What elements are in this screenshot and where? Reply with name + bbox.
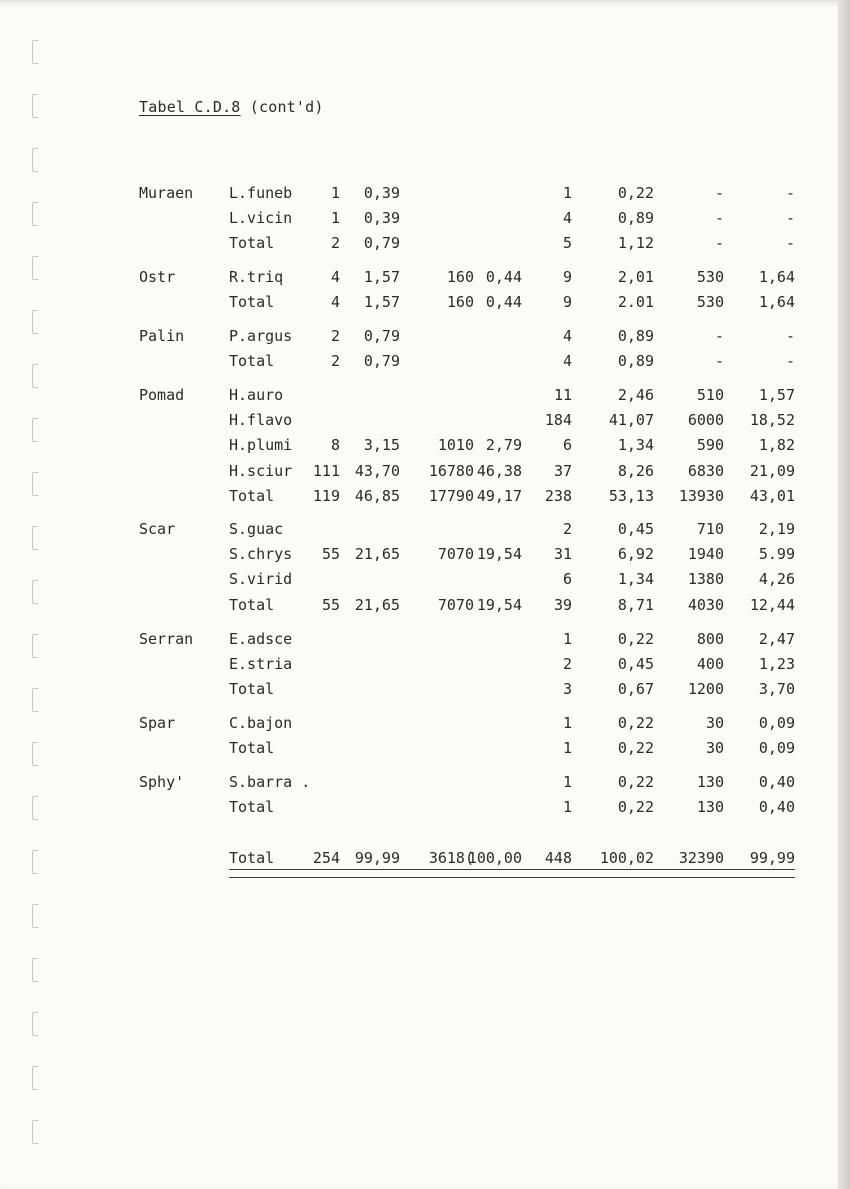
species-name: L.funeb [229,184,293,202]
cell-pct1: 0,79 [363,234,400,253]
cell-w2: 800 [696,630,724,648]
cell-n2: 2 [562,655,572,674]
cell-pct2: 0,89 [617,352,654,371]
cell-wpct2: 1,57 [758,386,795,404]
cell-w2: 590 [696,436,724,455]
cell-n2: 1 [562,714,572,732]
species-name: S.chrys [229,545,293,564]
cell-w1: 16780 [428,461,474,480]
cell-n1: 111 [312,461,340,480]
cell-n1: 119 [312,486,340,505]
cell-pct2: 8,26 [617,461,654,480]
cell-wpct2: 21,09 [749,461,795,480]
cell-w2: 6000 [687,411,724,430]
binding-hole [32,796,38,820]
cell-n2: 5 [562,234,572,253]
cell-w1: 160 [446,293,474,312]
cell-n1: 8 [330,436,340,455]
table-title-label: Tabel C.D.8 [139,98,241,116]
cell-pct1: 1,57 [363,293,400,312]
cell-n1: 1 [330,209,340,228]
cell-n2: 1 [562,630,572,648]
total-label: Total [229,739,275,758]
cell-pct2: 6,92 [617,545,654,564]
binding-hole [32,634,38,658]
binding-hole [32,40,38,64]
cell-wpct1: 0,44 [485,293,522,312]
cell-wpct1: 19,54 [476,545,522,564]
cell-n2: 184 [544,411,572,430]
total-label: Total [229,293,275,312]
cell-wpct1: 2,79 [485,436,522,455]
cell-n2: 2 [562,520,572,538]
grand-total-wpct1: 100,00 [467,849,522,867]
cell-w2: 13930 [678,486,724,505]
cell-pct2: 0,89 [617,327,654,345]
total-label: Total [229,798,275,817]
cell-pct1: 21,65 [354,545,400,564]
cell-n2: 11 [553,386,572,404]
cell-pct2: 0,22 [617,630,654,648]
table-title-suffix: (cont'd) [249,98,324,116]
cell-wpct2: - [785,327,795,345]
binding-hole [32,580,38,604]
total-label: Total [229,486,275,505]
cell-w2: - [714,352,724,371]
cell-n2: 1 [562,798,572,817]
page-edge-shadow [838,0,850,1189]
family-name: Pomad [139,386,185,404]
cell-wpct2: 2,47 [758,630,795,648]
cell-w1: 7070 [437,595,474,614]
cell-n2: 4 [562,352,572,371]
cell-n2: 39 [553,595,572,614]
species-name: E.adsce [229,630,293,648]
cell-n2: 4 [562,327,572,345]
cell-w2: 6830 [687,461,724,480]
cell-pct1: 21,65 [354,595,400,614]
grand-total-n2: 448 [544,849,572,867]
binding-hole [32,1120,38,1144]
binding-hole [32,1066,38,1090]
binding-hole [32,742,38,766]
cell-pct1: 0,39 [363,209,400,228]
binding-hole [32,94,38,118]
cell-wpct1: 0,44 [485,268,522,286]
cell-w2: - [714,327,724,345]
cell-w2: 4030 [687,595,724,614]
cell-wpct2: 1,82 [758,436,795,455]
grand-total-label: Total [229,849,275,867]
cell-pct1: 0,79 [363,352,400,371]
double-underline-rule [229,869,795,878]
species-name: H.auro [229,386,284,404]
cell-wpct2: 0,09 [758,739,795,758]
family-name: Sphy' [139,773,185,791]
binding-hole [32,202,38,226]
binding-hole [32,364,38,388]
cell-w2: 710 [696,520,724,538]
cell-n1: 55 [321,595,340,614]
cell-pct2: 53,13 [608,486,654,505]
family-name: Scar [139,520,176,538]
binding-hole [32,472,38,496]
cell-w2: 1940 [687,545,724,564]
cell-n2: 1 [562,739,572,758]
cell-pct2: 1,34 [617,436,654,455]
cell-n1: 2 [330,234,340,253]
cell-w2: 530 [696,293,724,312]
cell-wpct1: 19,54 [476,595,522,614]
cell-wpct2: 0,40 [758,773,795,791]
cell-pct1: 3,15 [363,436,400,455]
cell-wpct2: 12,44 [749,595,795,614]
binding-hole [32,310,38,334]
cell-w2: - [714,184,724,202]
cell-pct2: 2,01 [617,268,654,286]
cell-w2: - [714,234,724,253]
cell-w2: 530 [696,268,724,286]
cell-wpct2: - [785,352,795,371]
species-name: L.vicin [229,209,293,228]
cell-wpct2: 1,64 [758,293,795,312]
cell-w2: 1380 [687,570,724,589]
cell-w1: 1010 [437,436,474,455]
total-label: Total [229,234,275,253]
cell-n2: 6 [562,436,572,455]
cell-wpct2: 0,09 [758,714,795,732]
grand-total-pct1: 99,99 [354,849,400,867]
cell-w2: 30 [705,714,724,732]
cell-w1: 7070 [437,545,474,564]
cell-pct2: 2.01 [617,293,654,312]
cell-pct1: 0,39 [363,184,400,202]
cell-wpct2: 4,26 [758,570,795,589]
cell-pct1: 0,79 [363,327,400,345]
cell-wpct1: 46,38 [476,461,522,480]
cell-pct2: 0,67 [617,680,654,699]
cell-pct2: 0,22 [617,798,654,817]
family-name: Ostr [139,268,176,286]
cell-pct2: 0,22 [617,184,654,202]
cell-wpct1: 49,17 [476,486,522,505]
cell-wpct2: 2,19 [758,520,795,538]
cell-wpct2: - [785,184,795,202]
species-name: H.flavo [229,411,293,430]
cell-wpct2: - [785,209,795,228]
cell-pct2: 0,22 [617,714,654,732]
cell-n2: 3 [562,680,572,699]
table-title [139,98,324,116]
binding-hole [32,688,38,712]
cell-pct2: 41,07 [608,411,654,430]
cell-w2: 1200 [687,680,724,699]
total-label: Total [229,680,275,699]
cell-n1: 2 [330,352,340,371]
cell-wpct2: 3,70 [758,680,795,699]
cell-w2: 130 [696,798,724,817]
cell-w2: 30 [705,739,724,758]
cell-wpct2: 18,52 [749,411,795,430]
binding-hole [32,418,38,442]
species-name: E.stria [229,655,293,674]
cell-w2: - [714,209,724,228]
binding-hole [32,958,38,982]
cell-pct1: 1,57 [363,268,400,286]
species-name: S.barra . [229,773,311,791]
cell-wpct2: 0,40 [758,798,795,817]
cell-wpct2: - [785,234,795,253]
cell-w2: 130 [696,773,724,791]
cell-w1: 17790 [428,486,474,505]
cell-pct2: 1,12 [617,234,654,253]
binding-hole [32,1012,38,1036]
species-name: S.virid [229,570,293,589]
cell-pct2: 1,34 [617,570,654,589]
cell-wpct2: 43,01 [749,486,795,505]
species-name: R.triq [229,268,284,286]
cell-n2: 9 [562,293,572,312]
cell-n2: 37 [553,461,572,480]
cell-pct2: 0,45 [617,655,654,674]
species-name: S.guac [229,520,284,538]
grand-total-w2: 32390 [678,849,724,867]
cell-pct2: 0,45 [617,520,654,538]
cell-wpct2: 1,64 [758,268,795,286]
family-name: Palin [139,327,185,345]
cell-wpct2: 5.99 [758,545,795,564]
cell-pct2: 0,89 [617,209,654,228]
grand-total-pct2: 100,02 [599,849,654,867]
cell-pct2: 8,71 [617,595,654,614]
cell-wpct2: 1,23 [758,655,795,674]
species-name: P.argus [229,327,293,345]
cell-n2: 1 [562,184,572,202]
cell-n2: 6 [562,570,572,589]
binding-hole [32,256,38,280]
cell-w1: 160 [446,268,474,286]
total-label: Total [229,595,275,614]
cell-pct2: 2,46 [617,386,654,404]
cell-pct1: 46,85 [354,486,400,505]
binding-holes [32,40,40,1160]
cell-n1: 4 [330,268,340,286]
species-name: C.bajon [229,714,293,732]
family-name: Spar [139,714,176,732]
grand-total-w1: 3618( [428,849,474,867]
cell-n2: 1 [562,773,572,791]
grand-total-wpct2: 99,99 [749,849,795,867]
cell-w2: 510 [696,386,724,404]
cell-n2: 4 [562,209,572,228]
cell-pct2: 0,22 [617,773,654,791]
cell-n2: 9 [562,268,572,286]
cell-w2: 400 [696,655,724,674]
cell-n2: 238 [544,486,572,505]
cell-pct2: 0,22 [617,739,654,758]
binding-hole [32,850,38,874]
family-name: Serran [139,630,194,648]
cell-n1: 1 [330,184,340,202]
binding-hole [32,904,38,928]
grand-total-n1: 254 [312,849,340,867]
cell-n1: 4 [330,293,340,312]
species-name: H.sciur [229,461,293,480]
family-name: Muraen [139,184,194,202]
cell-n2: 31 [553,545,572,564]
cell-pct1: 43,70 [354,461,400,480]
binding-hole [32,526,38,550]
cell-n1: 2 [330,327,340,345]
species-name: H.plumi [229,436,293,455]
binding-hole [32,148,38,172]
cell-n1: 55 [321,545,340,564]
total-label: Total [229,352,275,371]
